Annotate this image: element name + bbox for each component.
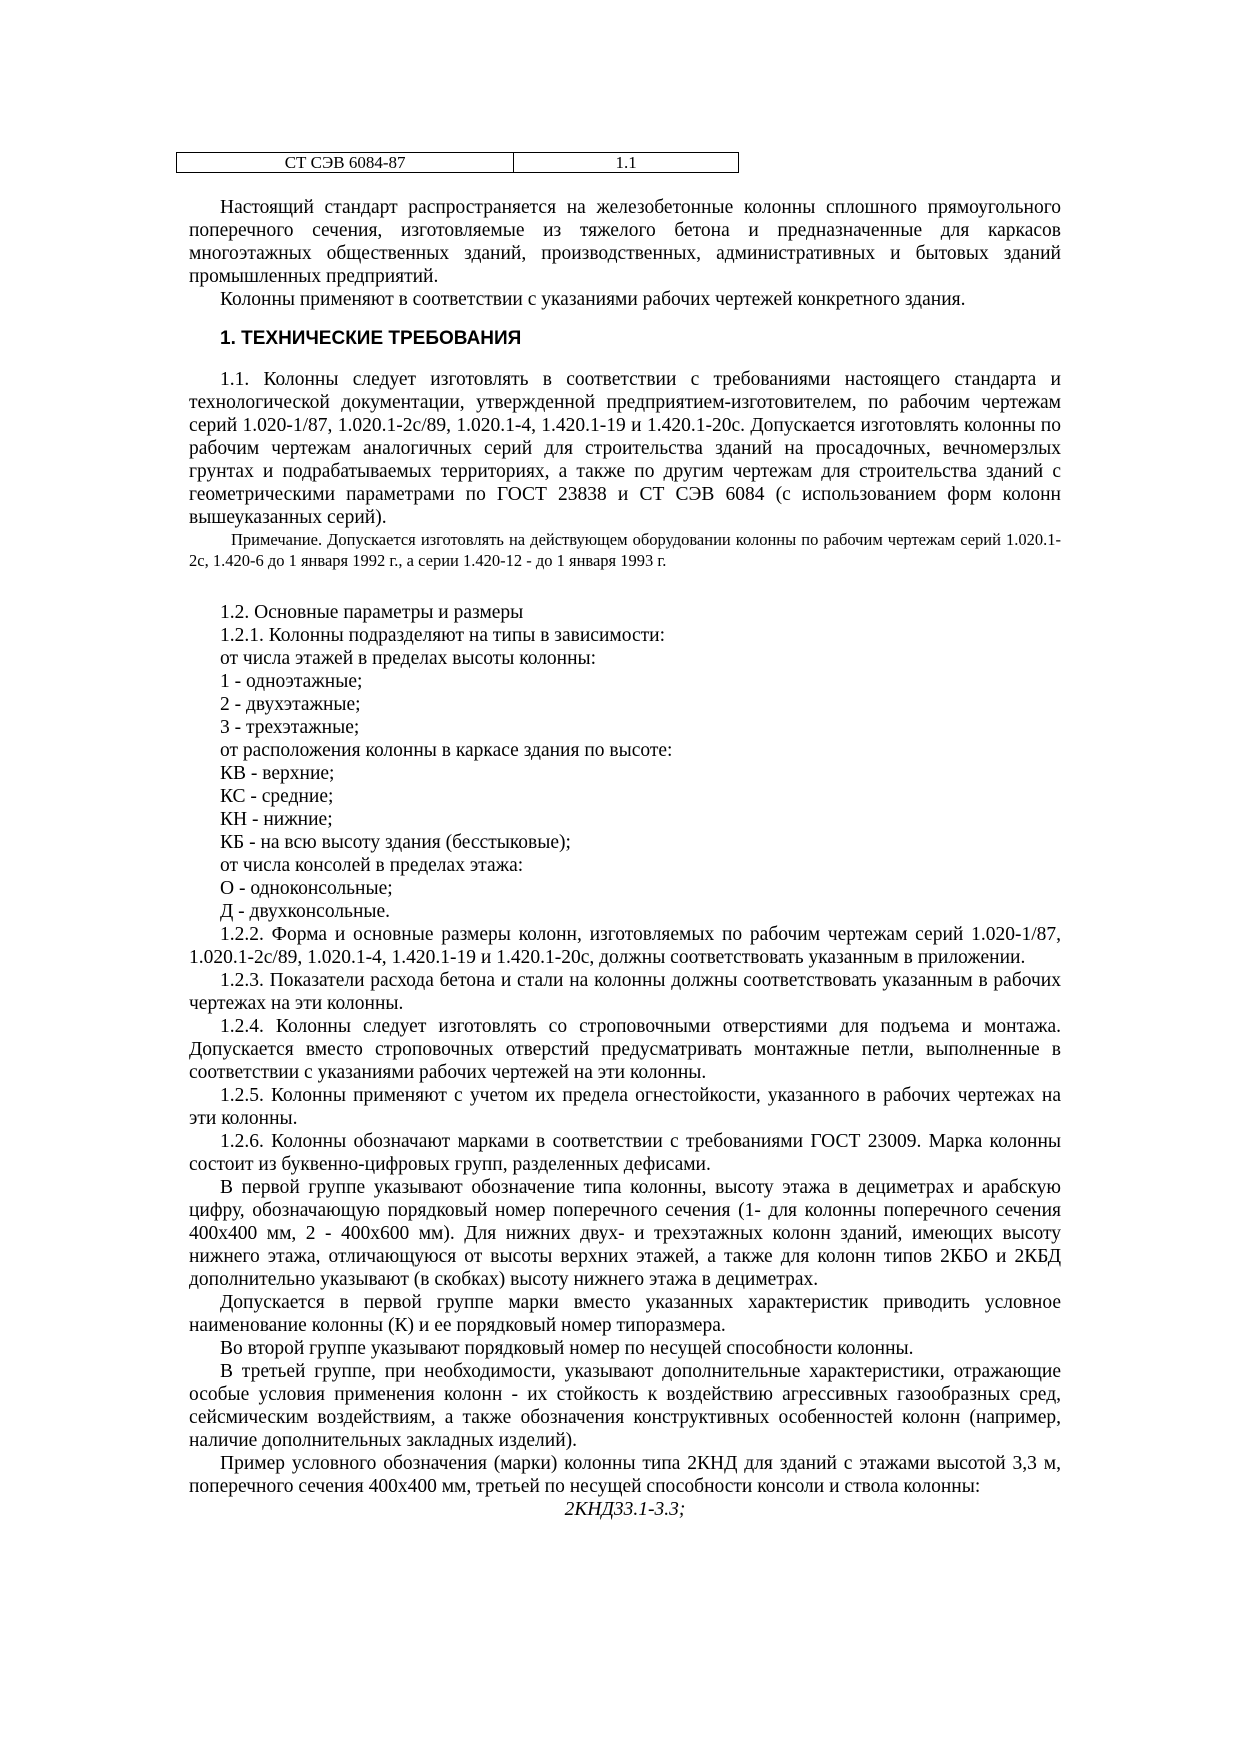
document-body — [189, 196, 1061, 1521]
list-line: Д - двухконсольные. — [220, 901, 391, 922]
clause-paragraph: 1.2.4. Колонны следует изготовлять со строповочными отверстиями для подъема и монтажа. Допускается вместо строповочных отверстий предусматривать монтажные петли, выполненные в соответствии с указаниями рабочих чертежей на эти колонны. — [189, 1016, 1061, 1083]
list-line: 3 - трехэтажные; — [220, 717, 360, 738]
clause-paragraph: 1.2.2. Форма и основные размеры колонн, изготовляемых по рабочим чертежам серий 1.020-1/87, 1.020.1-2с/89, 1.020.1-4, 1.420.1-19 и 1.420.1-20с, должны соответствовать указанным в приложении. — [189, 924, 1061, 968]
list-line: от расположения колонны в каркасе здания по высоте: — [220, 740, 673, 761]
standard-reference-table — [176, 152, 739, 173]
section-heading: 1. ТЕХНИЧЕСКИЕ ТРЕБОВАНИЯ — [220, 328, 522, 349]
intro-paragraph: Колонны применяют в соответствии с указаниями рабочих чертежей конкретного здания. — [220, 289, 966, 310]
list-line: 2 - двухэтажные; — [220, 694, 361, 715]
example-mark: 2КНД33.1-3.3; — [564, 1499, 686, 1520]
clause-1-1-paragraph: 1.1. Колонны следует изготовлять в соответствии с требованиями настоящего стандарта и технологической документации, утвержденной предприятием-изготовителем, по рабочим чертежам серий 1.020-1/87, 1.020.1-2с/89, 1.020.1-4, 1.420.1-19 и 1.420.1-20с. Допускается изготовлять колонны по рабочим чертежам аналогичных серий для строительства зданий на просадочных, вечномерзлых грунтах и подрабатываемых территориях, а также по другим чертежам для строительства зданий с геометрическими параметрами по ГОСТ 23838 и СТ СЭВ 6084 (с использованием форм колонн вышеуказанных серий). — [189, 369, 1061, 528]
clause-paragraph: В третьей группе, при необходимости, указывают дополнительные характеристики, отражающие особые условия применения колонн - их стойкость к воздействию агрессивных газообразных сред, сейсмическим воздействиям, а также обозначения конструктивных особенностей колонн (например, наличие дополнительных закладных изделий). — [189, 1361, 1061, 1451]
intro-paragraph: Настоящий стандарт распространяется на железобетонные колонны сплошного прямоугольного поперечного сечения, изготовляемые из тяжелого бетона и предназначенные для каркасов многоэтажных общественных зданий, производственных, административных и бытовых зданий промышленных предприятий. — [189, 197, 1061, 287]
clause-paragraph: Допускается в первой группе марки вместо указанных характеристик приводить условное наименование колонны (К) и ее порядковый номер типоразмера. — [189, 1292, 1061, 1336]
note-paragraph: Примечание. Допускается изготовлять на действующем оборудовании колонны по рабочим чертежам серий 1.020.1-2с, 1.420-6 до 1 января 1992 г., а серии 1.420-12 - до 1 января 1993 г. — [189, 530, 1061, 570]
clause-paragraph: Пример условного обозначения (марки) колонны типа 2КНД для зданий с этажами высотой 3,3 м, поперечного сечения 400х400 мм, третьей по несущей способности консоли и ствола колонны: — [189, 1453, 1061, 1497]
clause-paragraph: Во второй группе указывают порядковый номер по несущей способности колонны. — [220, 1338, 914, 1359]
list-line: КВ - верхние; — [220, 763, 335, 784]
list-line: 1 - одноэтажные; — [220, 671, 363, 692]
table-row — [177, 153, 739, 173]
list-line: О - одноконсольные; — [220, 878, 393, 899]
list-line: 1.2.1. Колонны подразделяют на типы в зависимости: — [220, 625, 666, 646]
clause-paragraph: 1.2.3. Показатели расхода бетона и стали на колонны должны соответствовать указанным в рабочих чертежах на эти колонны. — [189, 970, 1061, 1014]
clause-paragraph: 1.2.5. Колонны применяют с учетом их предела огнестойкости, указанного в рабочих чертежах на эти колонны. — [189, 1085, 1061, 1129]
clause-paragraph: 1.2.6. Колонны обозначают марками в соответствии с требованиями ГОСТ 23009. Марка колонны состоит из буквенно-цифровых групп, разделенных дефисами. — [189, 1131, 1061, 1175]
list-line: КС - средние; — [220, 786, 334, 807]
list-line: КБ - на всю высоту здания (бесстыковые); — [220, 832, 571, 853]
list-line: от числа этажей в пределах высоты колонны: — [220, 648, 597, 669]
clause-paragraph: В первой группе указывают обозначение типа колонны, высоту этажа в дециметрах и арабскую цифру, обозначающую порядковый номер поперечного сечения (1- для колонны поперечного сечения 400х400 мм, 2 - 400х600 мм). Для нижних двух- и трехэтажных колонн зданий, имеющих высоту нижнего этажа, отличающуюся от высоты верхних этажей, а также для колонн типов 2КБО и 2КБД дополнительно указывают (в скобках) высоту нижнего этажа в дециметрах. — [189, 1177, 1061, 1290]
list-line: 1.2. Основные параметры и размеры — [220, 602, 524, 623]
clause-ref-cell: 1.1 — [514, 153, 739, 173]
list-line: от числа консолей в пределах этажа: — [220, 855, 524, 876]
list-line: КН - нижние; — [220, 809, 333, 830]
standard-ref-cell: СТ СЭВ 6084-87 — [177, 153, 514, 173]
